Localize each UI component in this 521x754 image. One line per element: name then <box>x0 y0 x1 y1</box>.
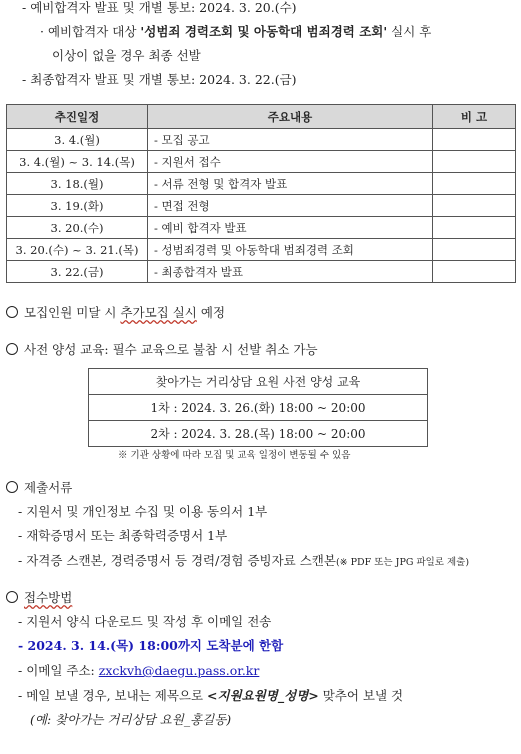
row-content: - 최종합격자 발표 <box>148 261 433 283</box>
application-deadline: - 2024. 3. 14.(목) 18:00까지 도착분에 한함 <box>18 638 284 653</box>
notice2-text: 사전 양성 교육: 필수 교육으로 불참 시 선발 취소 가능 <box>24 342 318 357</box>
row-note <box>433 129 516 151</box>
row-content: - 서류 전형 및 합격자 발표 <box>148 173 433 195</box>
schedule-table <box>6 104 516 283</box>
application-email <box>18 663 259 679</box>
circle-bullet-icon <box>6 481 18 493</box>
prelim-detail-b: '성범죄 경력조회 및 아동학대 범죄경력 조회' <box>140 24 388 39</box>
row-content: - 예비 합격자 발표 <box>148 217 433 239</box>
final-announce: - 최종합격자 발표 및 개별 통보: 2024. 3. 22.(금) <box>22 72 297 87</box>
application-heading <box>6 590 72 606</box>
table-row <box>7 195 516 217</box>
row-date: 3. 18.(월) <box>7 173 148 195</box>
notice1-b: 추가모집 실시 <box>120 305 197 320</box>
application-heading-text: 접수방법 <box>24 590 73 605</box>
email-link[interactable]: zxckvh@daegu.pass.or.kr <box>98 663 260 678</box>
application-example: (예: 찾아가는 거리상담 요원_홍길동) <box>30 712 232 727</box>
row-date: 3. 20.(수) <box>7 217 148 239</box>
education-table <box>88 368 428 447</box>
row-date: 3. 22.(금) <box>7 261 148 283</box>
row-content: - 모집 공고 <box>148 129 433 151</box>
row-note <box>433 239 516 261</box>
header-content: 주요내용 <box>148 105 433 129</box>
prelim-announce: - 예비합격자 발표 및 개별 통보: 2024. 3. 20.(수) <box>22 0 297 15</box>
row-date: 3. 20.(수) ~ 3. 21.(목) <box>7 239 148 261</box>
circle-bullet-icon <box>6 343 18 355</box>
application-subject <box>18 688 403 704</box>
row-date: 3. 4.(월) <box>7 129 148 151</box>
row-content: - 면접 전형 <box>148 195 433 217</box>
application-step-1: - 지원서 양식 다운로드 및 작성 후 이메일 전송 <box>18 614 272 629</box>
documents-item-3-text: - 자격증 스캔본, 경력증명서 등 경력/경험 증빙자료 스캔본 <box>18 553 336 568</box>
circle-bullet-icon <box>6 306 18 318</box>
table-row <box>7 173 516 195</box>
documents-heading <box>6 480 72 496</box>
email-label: - 이메일 주소: <box>18 663 99 678</box>
subject-c: 맞추어 보낼 것 <box>318 688 404 703</box>
prelim-detail-2: 이상이 없을 경우 최종 선발 <box>52 48 201 63</box>
header-date: 추진일정 <box>7 105 148 129</box>
table-row <box>7 129 516 151</box>
schedule-header-row <box>7 105 516 129</box>
table-row <box>7 261 516 283</box>
row-note <box>433 173 516 195</box>
row-content: - 지원서 접수 <box>148 151 433 173</box>
education-session-2: 2차 : 2024. 3. 28.(목) 18:00 ~ 20:00 <box>89 421 428 447</box>
education-session-1: 1차 : 2024. 3. 26.(화) 18:00 ~ 20:00 <box>89 395 428 421</box>
prelim-detail-a: · 예비합격자 대상 <box>40 24 141 39</box>
documents-item-2: - 재학증명서 또는 최종학력증명서 1부 <box>18 528 228 543</box>
subject-b: <지원요원명_성명> <box>207 688 319 703</box>
notice1-c: 예정 <box>196 305 226 320</box>
education-title: 찾아가는 거리상담 요원 사전 양성 교육 <box>89 369 428 395</box>
row-note <box>433 217 516 239</box>
row-note <box>433 261 516 283</box>
table-row <box>7 151 516 173</box>
row-date: 3. 19.(화) <box>7 195 148 217</box>
notice1-a: 모집인원 미달 시 <box>24 305 121 320</box>
row-date: 3. 4.(월) ~ 3. 14.(목) <box>7 151 148 173</box>
table-row <box>7 217 516 239</box>
subject-a: - 메일 보낼 경우, 보내는 제목으로 <box>18 688 208 703</box>
row-note <box>433 151 516 173</box>
row-content: - 성범죄경력 및 아동학대 범죄경력 조회 <box>148 239 433 261</box>
prelim-detail-c: 실시 후 <box>387 24 432 39</box>
notice-recruit <box>6 305 225 321</box>
documents-item-1: - 지원서 및 개인정보 수집 및 이용 동의서 1부 <box>18 504 268 519</box>
header-note: 비 고 <box>433 105 516 129</box>
documents-heading-text: 제출서류 <box>24 480 73 495</box>
scan-note: (※ PDF 또는 JPG 파일로 제출) <box>335 557 470 568</box>
prelim-detail <box>40 24 431 40</box>
circle-bullet-icon <box>6 591 18 603</box>
education-note: ※ 기관 상황에 따라 모집 및 교육 일정이 변동될 수 있음 <box>118 450 351 461</box>
documents-item-3 <box>18 553 469 571</box>
table-row <box>7 239 516 261</box>
row-note <box>433 195 516 217</box>
notice-education <box>6 342 318 358</box>
